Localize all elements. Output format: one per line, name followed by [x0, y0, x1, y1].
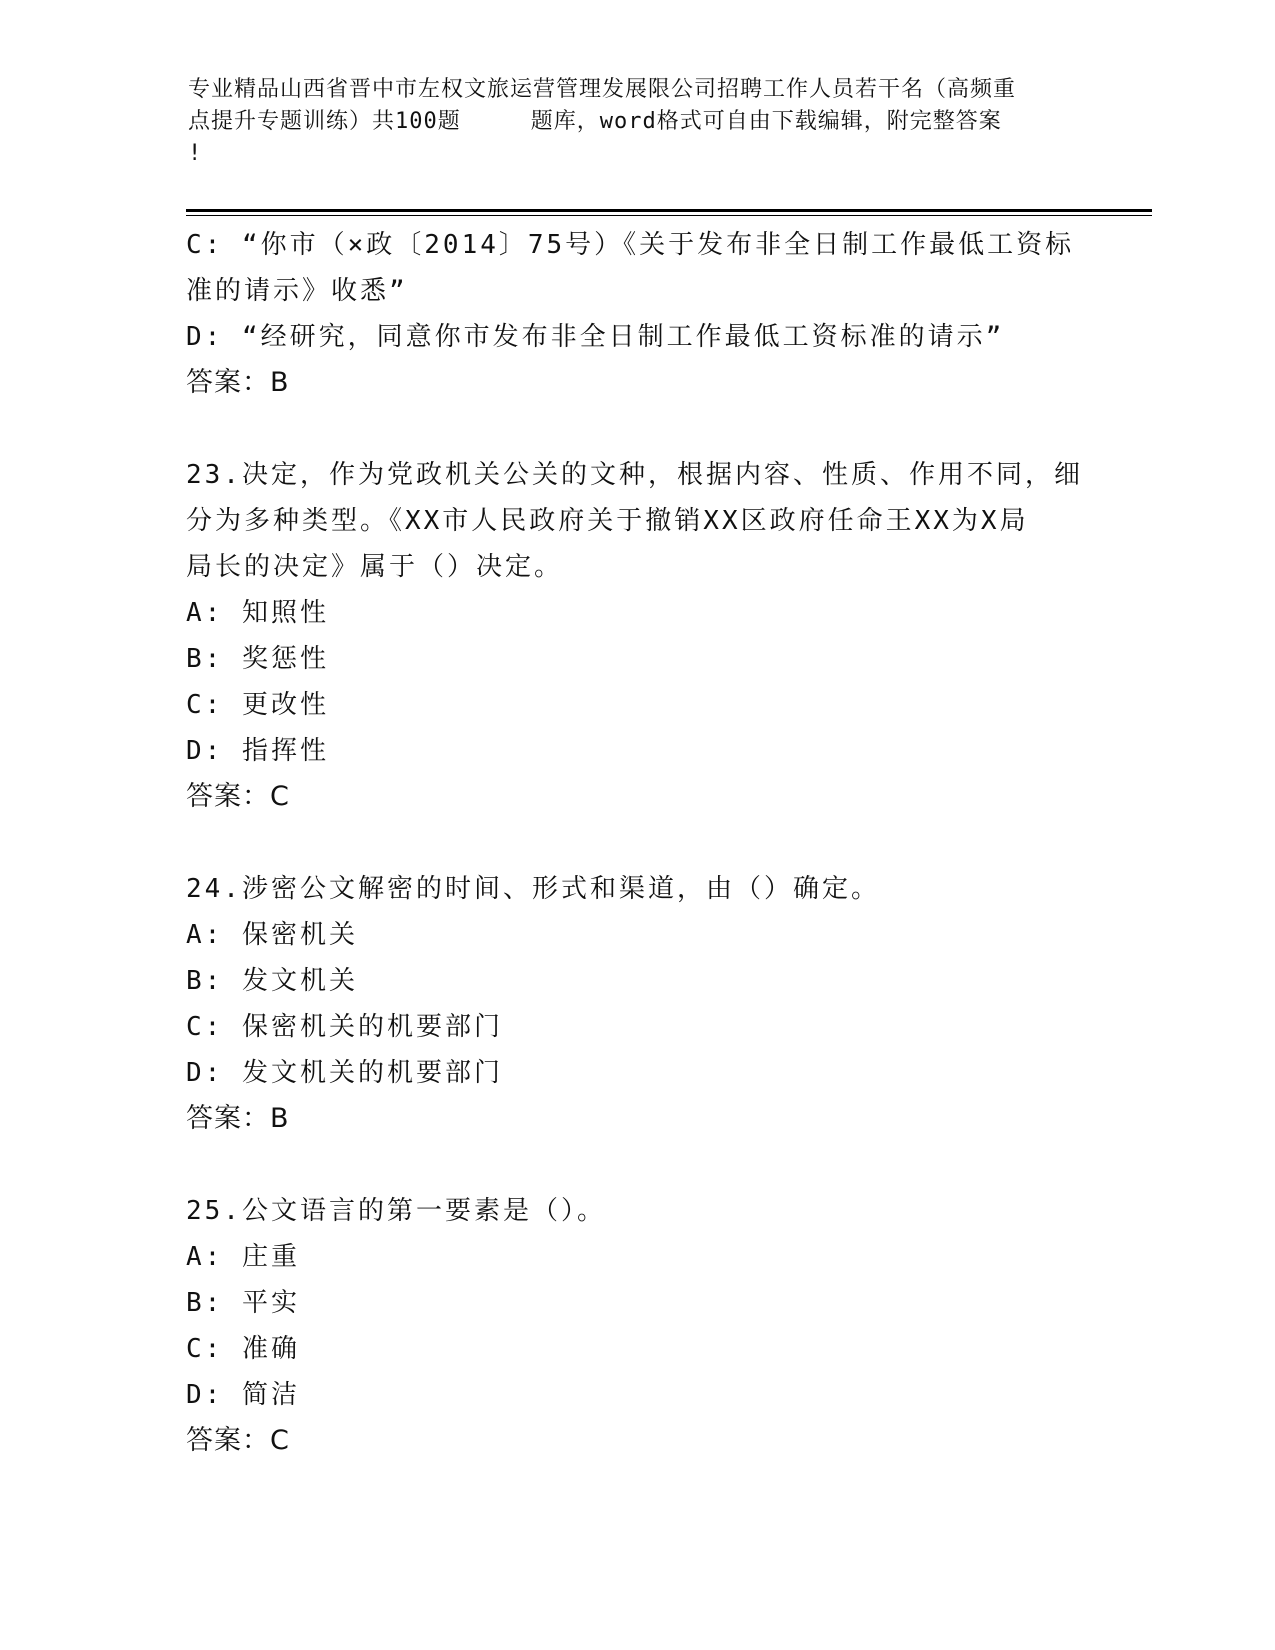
q24-option-c: C: 保密机关的机要部门	[186, 1012, 503, 1042]
q25-answer: 答案：C	[186, 1425, 290, 1456]
header-line-1: 专业精品山西省晋中市左权文旅运营管理发展限公司招聘工作人员若干名（高频重	[188, 77, 1017, 102]
q25-option-b: B: 平实	[186, 1288, 300, 1318]
header-line-2	[188, 106, 1088, 138]
q24-option-a: A: 保密机关	[186, 920, 358, 950]
q25-option-c: C: 准确	[186, 1334, 300, 1364]
header-line-2-part-1: 点提升专题训练）共100题	[188, 109, 461, 134]
header-rule-thin	[186, 215, 1152, 216]
q24-stem: 24.涉密公文解密的时间、形式和渠道，由（）确定。	[186, 874, 880, 904]
q23-option-b: B: 奖惩性	[186, 644, 329, 674]
q23-stem-line-1: 23.决定，作为党政机关公关的文种，根据内容、性质、作用不同，细	[186, 460, 1083, 490]
prev-option-c-line-1: C: “你市（×政〔2014〕75号）《关于发布非全日制工作最低工资标	[186, 230, 1075, 260]
q25-option-d: D: 简洁	[186, 1380, 300, 1410]
q23-stem-line-3: 局长的决定》属于（）决定。	[186, 552, 564, 582]
q23-option-a: A: 知照性	[186, 598, 329, 628]
question-content	[186, 222, 1086, 1464]
q23-stem-line-2: 分为多种类型。《XX市人民政府关于撤销XX区政府任命王XX为X局	[186, 506, 1029, 536]
q23-option-c: C: 更改性	[186, 690, 329, 720]
header-line-3: !	[188, 141, 203, 166]
q23-option-d: D: 指挥性	[186, 736, 329, 766]
q23-answer: 答案：C	[186, 781, 290, 812]
q24-option-b: B: 发文机关	[186, 966, 358, 996]
q25-option-a: A: 庄重	[186, 1242, 300, 1272]
prev-option-d: D: “经研究，同意你市发布非全日制工作最低工资标准的请示”	[186, 322, 1005, 352]
q24-option-d: D: 发文机关的机要部门	[186, 1058, 503, 1088]
header-line-2-part-2: 题库，word格式可自由下载编辑，附完整答案	[530, 109, 1002, 134]
prev-answer: 答案：B	[186, 367, 290, 398]
prev-option-c-line-2: 准的请示》收悉”	[186, 276, 408, 306]
q24-answer: 答案：B	[186, 1103, 290, 1134]
q25-stem: 25.公文语言的第一要素是（）。	[186, 1196, 606, 1226]
header-rule-thick	[186, 209, 1152, 212]
document-header	[188, 74, 1088, 170]
